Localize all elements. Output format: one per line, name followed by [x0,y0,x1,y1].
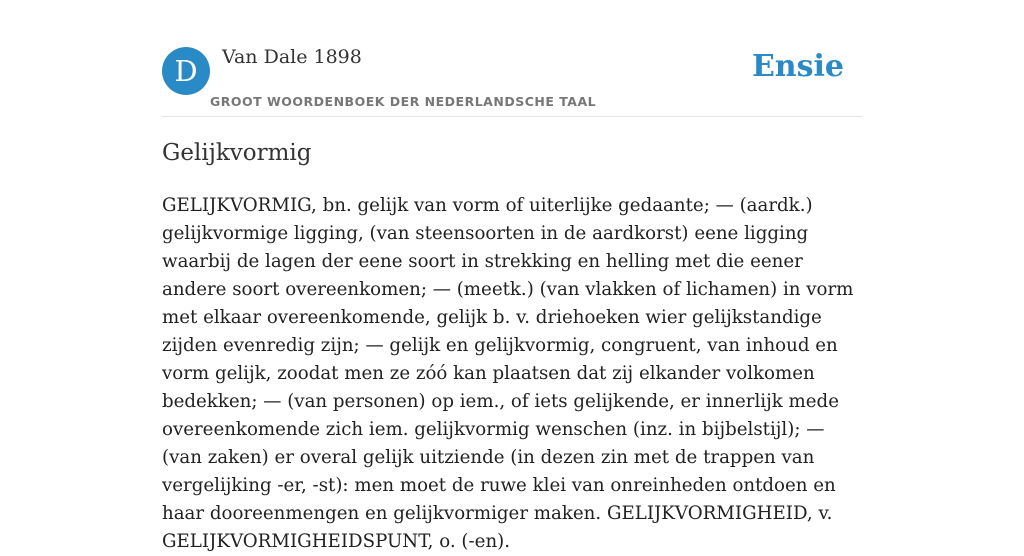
entry-title: Gelijkvormig [162,140,312,166]
entry-definition: GELIJKVORMIG, bn. gelijk van vorm of uiterlijke gedaante; — (aardk.) gelijkvormige ligging, (van steensoorten in de aardkorst) eene ligging waarbij de lagen der eene soort in strekking en helling met die eener andere soort overeenkomen; — (meetk.) (van vlakken of lichamen) in vorm met elkaar overeenkomende, gelijk b. v. driehoeken wier gelijkstandige zijden evenredig zijn; — gelijk en gelijkvormig, congruent, van inhoud en vorm gelijk, zoodat men ze zóó kan plaatsen dat zij elkander volkomen bedekken; — (van personen) op iem., of iets gelijkende, er innerlijk mede overeenkomende zich iem. gelijkvormig wenschen (inz. in bijbelstijl); — (van zaken) er overal gelijk uitziende (in dezen zin met de trappen van vergelijking -er, -st): men moet de ruwe klei van onreinheden ontdoen en haar dooreenmengen en gelijkvormiger maken. GELIJKVORMIGHEID, v. GELIJKVORMIGHEIDSPUNT, o. (-en). [162,195,854,552]
source-title[interactable]: Van Dale 1898 [222,46,362,68]
source-subtitle: GROOT WOORDENBOEK DER NEDERLANDSCHE TAAL [210,94,597,109]
source-logo[interactable]: D [162,47,210,95]
page-header [162,44,862,117]
brand-logo[interactable]: Ensie [751,49,844,84]
